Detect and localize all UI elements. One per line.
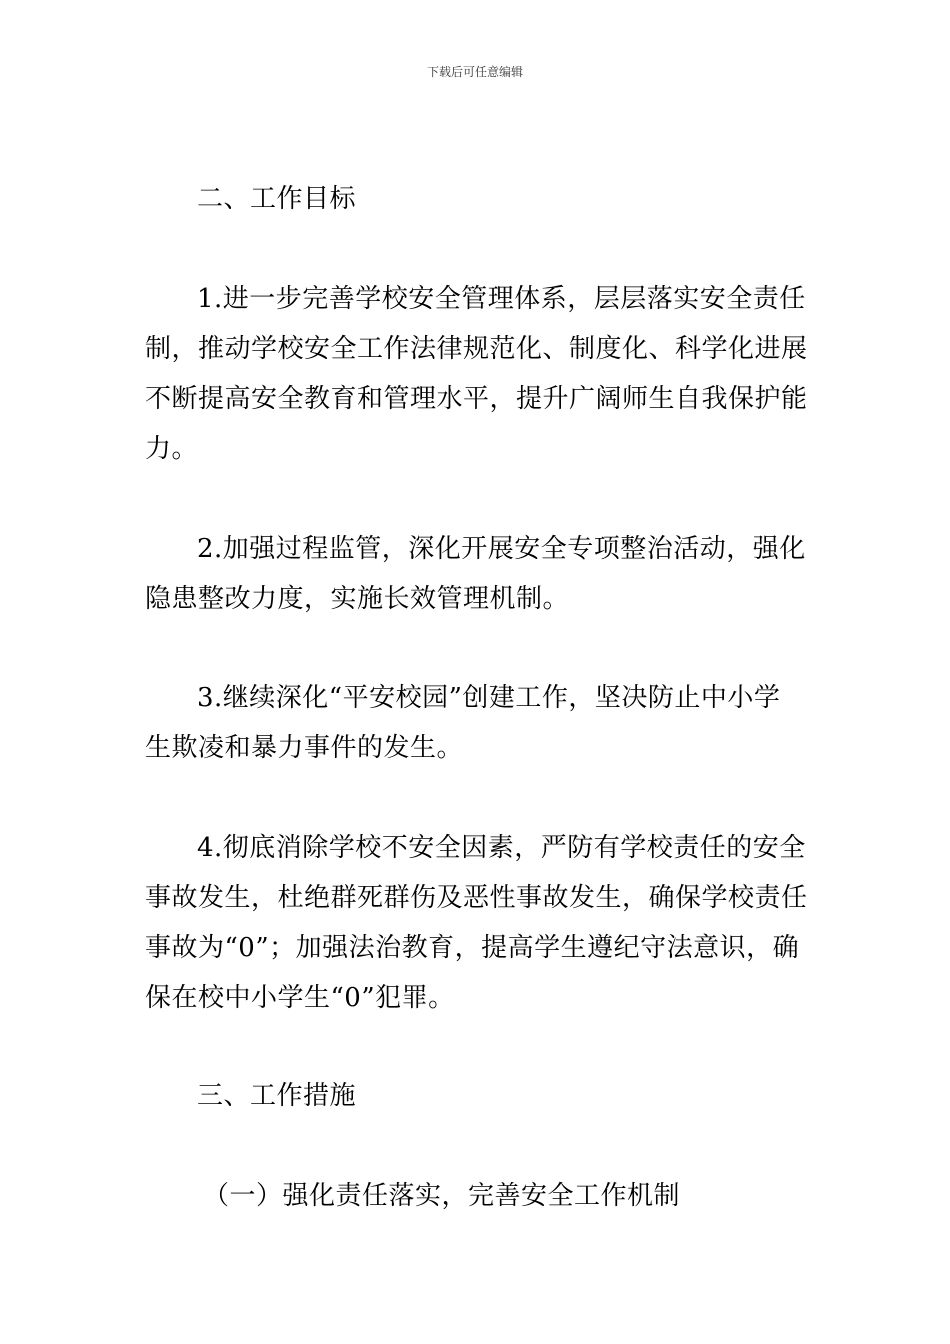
paragraph-line: 1.进一步完善学校安全管理体系，层层落实安全责任	[197, 284, 806, 314]
paragraph-line: 生欺凌和暴力事件的发生。	[145, 733, 464, 763]
paragraph-line: 不断提高安全教育和管理水平，提升广阔师生自我保护能	[145, 384, 808, 414]
subsection-heading: （一）强化责任落实，完善安全工作机制	[203, 1181, 681, 1211]
paragraph-line: 4.彻底消除学校不安全因素，严防有学校责任的安全	[197, 833, 806, 863]
paragraph-line: 保在校中小学生“0”犯罪。	[145, 983, 455, 1013]
paragraph-line: 隐患整改力度，实施长效管理机制。	[145, 584, 570, 614]
paragraph-line: 3.继续深化“平安校园”创建工作，坚决防止中小学	[197, 683, 781, 713]
paragraph-line: 事故发生，杜绝群死群伤及恶性事故发生，确保学校责任	[145, 883, 808, 913]
paragraph-line: 事故为“0”；加强法治教育，提高学生遵纪守法意识，确	[145, 933, 800, 963]
page-header: 下载后可任意编辑	[426, 65, 523, 79]
section-heading-measures: 三、工作措施	[197, 1081, 357, 1111]
paragraph-line: 力。	[145, 434, 199, 464]
section-heading-goals: 二、工作目标	[197, 184, 357, 214]
paragraph-line: 2.加强过程监管，深化开展安全专项整治活动，强化	[197, 534, 806, 564]
paragraph-line: 制，推动学校安全工作法律规范化、制度化、科学化进展	[145, 334, 808, 364]
